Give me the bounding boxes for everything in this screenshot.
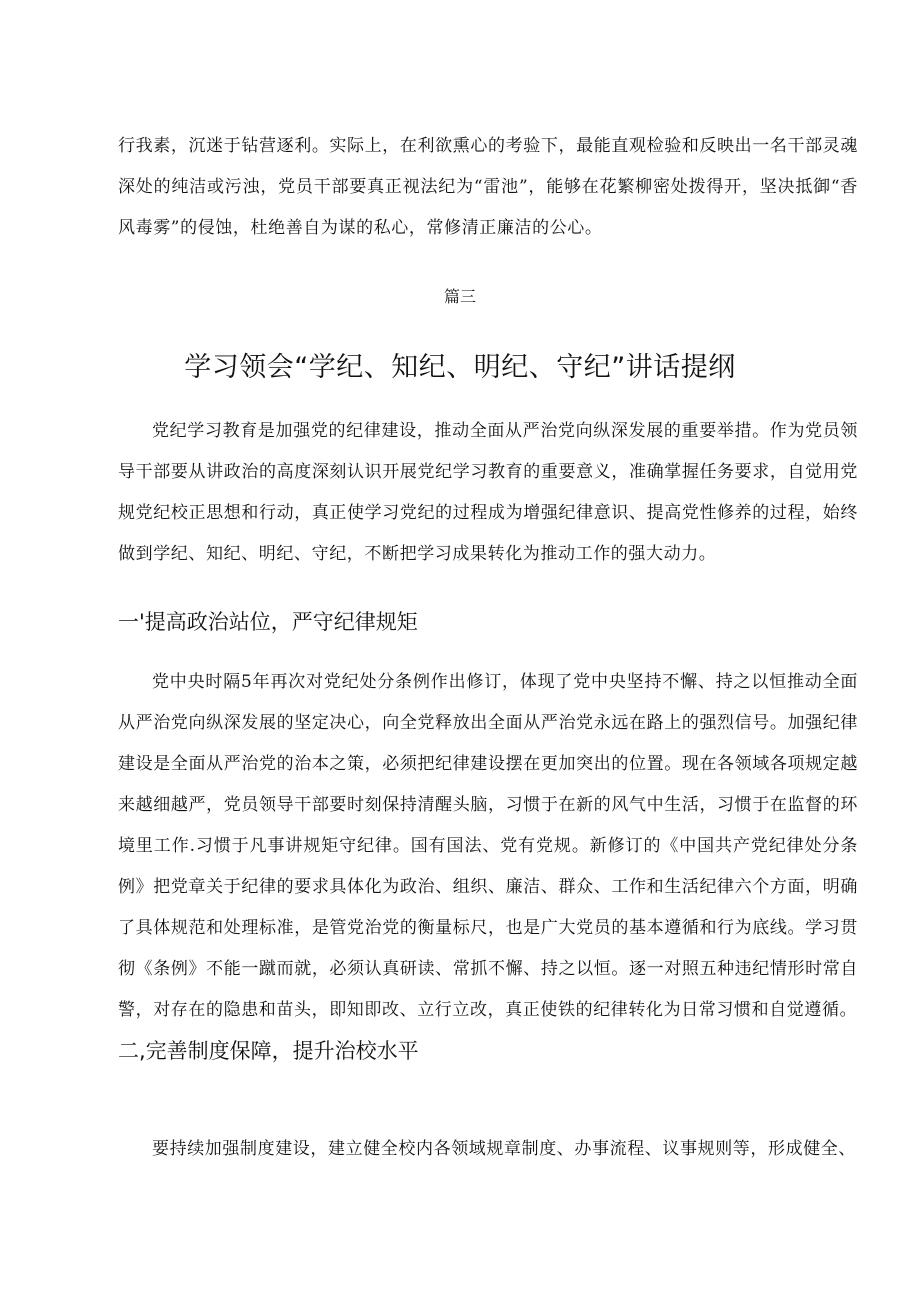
section-2-heading: 二,完善制度保障，提升治校水平 [118, 1039, 419, 1063]
document-title: 学习领会“学纪、知纪、明纪、守纪”讲话提纲 [184, 352, 736, 383]
section-1-heading: 一'提高政治站位，严守纪律规矩 [118, 610, 418, 634]
part-label: 篇三 [443, 287, 476, 306]
section-2-paragraph: 要持续加强制度建设，建立健全校内各领域规章制度、办事流程、议事规则等，形成健全、 [152, 1139, 856, 1159]
intro-paragraph: 党纪学习教育是加强党的纪律建设，推动全面从严治党向纵深发展的重要举措。作为党员领导干部要从讲政治的高度深刻认识开展党纪学习教育的重要意义，准确掌握任务要求，自觉用党规党纪校正思想和行动，真正使学习党纪的过程成为增强纪律意识、提高党性修养的过程，始终做到学纪、知纪、明纪、守纪，不断把学习成果转化为推动工作的强大动力。 [118, 421, 858, 564]
section-1-paragraph: 党中央时隔5年再次对党纪处分条例作出修订，体现了党中央坚持不懈、持之以恒推动全面从严治党向纵深发展的坚定决心，向全党释放出全面从严治党永远在路上的强烈信号。加强纪律建设是全面从严治党的治本之策，必须把纪律建设摆在更加突出的位置。现在各领域各项规定越来越细越严，党员领导干部要时刻保持清醒头脑，习惯于在新的风气中生活，习惯于在监督的环境里工作.习惯于凡事讲规矩守纪律。国有国法、党有党规。新修订的《中国共产党纪律处分条例》把党章关于纪律的要求具体化为政治、组织、廉洁、群众、工作和生活纪律六个方面，明确了具体规范和处理标准，是管党治党的衡量标尺，也是广大党员的基本遵循和行为底线。学习贯彻《条例》不能一蹴而就，必须认真研读、常抓不懈、持之以恒。逐一对照五种违纪情形时常自警，对存在的隐患和苗头，即知即改、立行立改，真正使铁的纪律转化为日常习惯和自觉遵循。 [118, 672, 858, 1020]
continuation-paragraph: 行我素，沉迷于钻营逐利。实际上，在利欲熏心的考验下，最能直观检验和反映出一名干部灵魂深处的纯洁或污浊，党员干部要真正视法纪为“雷池”，能够在花繁柳密处拨得开，坚决抵御“香风毒雾”的侵蚀，杜绝善自为谋的私心，常修清正廉洁的公心。 [118, 136, 858, 238]
